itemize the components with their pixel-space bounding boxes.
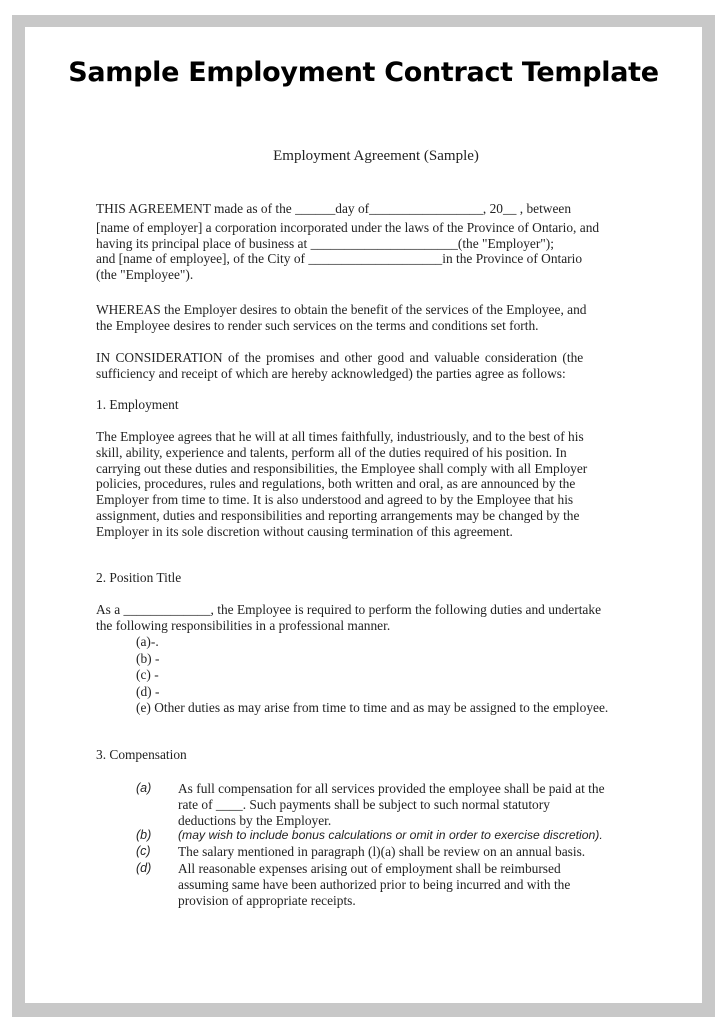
position-duties-list [136,634,608,717]
employment-line: The Employee agrees that he will at all times faithfully, industriously, and to the best of his [96,429,584,444]
item-label: (b) [136,828,152,842]
preamble-line: having its principal place of business at ______________________(the "Employer"); [96,235,554,251]
employment-line: assignment, duties and responsibilities and reporting arrangements may be changed by the [96,507,580,523]
position-line: As a _____________, the Employee is required to perform the following duties and undertake [96,602,602,617]
employment-line: Employer from time to time. It is also understood and agreed to by the Employee that his [96,492,574,508]
section-heading-employment: 1. Employment [96,397,179,412]
duty-item: (e) Other duties as may arise from time to time and as may be assigned to the employee. [136,700,609,715]
consideration-line: sufficiency and receipt of which are hereby acknowledged) the parties agree as follows: [96,365,566,381]
whereas-line: WHEREAS the Employer desires to obtain the benefit of the services of the Employee, and [96,302,587,317]
page-frame [12,15,715,1017]
consideration-line: IN CONSIDERATION of the promises and other good and valuable consideration (the [96,350,584,365]
item-label: (a) [136,781,152,795]
item-label: (c) [136,844,151,858]
employment-line: skill, ability, experience and talents, perform all of the duties required of his position. In [96,444,567,460]
document-title: Employment Agreement (Sample) [273,148,479,164]
employment-line: policies, procedures, rules and regulations, both written and oral, as are announced by the [96,476,576,492]
position-line: the following responsibilities in a professional manner. [96,617,391,633]
item-text: The salary mentioned in paragraph (l)(a) shall be review on an annual basis. [178,844,586,859]
whereas-paragraph [96,302,656,334]
item-text: All reasonable expenses arising out of employment shall be reimbursed assuming same have been authorized prior to being incurred and with the provision of appropriate receipts. [178,861,571,908]
item-label: (d) [136,861,152,875]
section-heading-position: 2. Position Title [96,570,182,585]
item-text: (may wish to include bonus calculations or omit in order to exercise discretion). [178,828,603,842]
duty-item: (b) - [136,650,160,666]
employment-paragraph [96,429,656,540]
employment-line: carrying out these duties and responsibilities, the Employee shall comply with all Employer [96,460,588,476]
document-page [25,27,702,1003]
preamble-paragraph [96,201,656,283]
duty-item: (c) - [136,667,159,682]
position-paragraph [96,602,656,634]
preamble-line: [name of employer] a corporation incorporated under the laws of the Province of Ontario, and [96,219,600,235]
preamble-line: and [name of employee], of the City of ____________________in the Province of Ontario [96,251,583,267]
banner-title: Sample Employment Contract Template [68,57,659,88]
preamble-line: (the "Employee"). [96,267,194,283]
duty-item: (a)-. [136,634,159,649]
section-heading-compensation: 3. Compensation [96,747,187,762]
duty-item: (d) - [136,683,160,699]
whereas-line: the Employee desires to render such services on the terms and conditions set forth. [96,317,539,333]
item-text: As full compensation for all services provided the employee shall be paid at the rate of ____. Such payments shall be subject to such normal statutory deductions by the Employer. [178,781,605,828]
preamble-line: THIS AGREEMENT made as of the ______day of_________________, 20__ , between [96,201,572,216]
consideration-paragraph [96,350,656,382]
employment-line: Employer in its sole discretion without causing termination of this agreement. [96,523,513,539]
